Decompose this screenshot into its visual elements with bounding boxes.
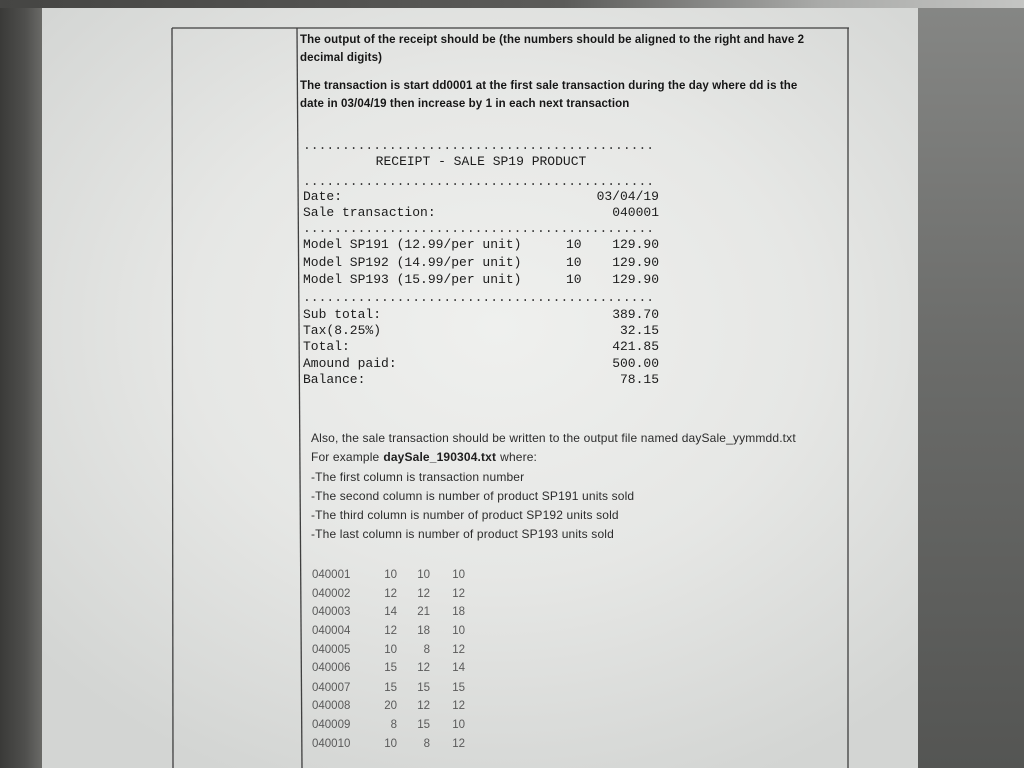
- amount-paid-value: 500.00: [612, 356, 659, 371]
- receipt-title: RECEIPT - SALE SP19 PRODUCT: [375, 154, 587, 169]
- sp191-units: 14: [384, 606, 397, 618]
- receipt-separator: .............................................: [303, 290, 655, 305]
- sample-row: [312, 643, 472, 657]
- receipt-item-row: [303, 272, 659, 287]
- sp191-units: 12: [384, 588, 397, 600]
- receipt-item-row: [303, 255, 659, 270]
- instruction-line: decimal digits): [300, 52, 383, 64]
- subtotal-value: 389.70: [612, 307, 659, 322]
- sample-row: [312, 681, 472, 695]
- sp193-units: 12: [452, 700, 465, 712]
- sp193-units: 10: [452, 719, 465, 731]
- instruction-line: The output of the receipt should be (the numbers should be aligned to the right and have 2: [300, 34, 805, 46]
- sample-row: [312, 587, 472, 601]
- sp191-units: 10: [384, 738, 397, 750]
- sp192-units: 12: [417, 700, 430, 712]
- receipt-total-row: [303, 339, 659, 354]
- sample-row: [312, 661, 472, 675]
- sample-row: [312, 737, 472, 751]
- receipt-total-row: [303, 372, 659, 387]
- receipt-total-row: [303, 356, 659, 371]
- transaction-number: 040006: [312, 662, 351, 674]
- item-quantity: 10: [566, 272, 582, 287]
- sp192-units: 12: [417, 588, 430, 600]
- receipt-date-row: [303, 189, 659, 204]
- item-model: Model SP191 (12.99/per unit): [303, 237, 522, 252]
- receipt-separator: .............................................: [303, 221, 655, 236]
- sp193-units: 10: [452, 569, 465, 581]
- receipt-item-row: [303, 237, 659, 252]
- sp193-units: 12: [452, 644, 465, 656]
- column-description: -The second column is number of product SP191 units sold: [311, 489, 635, 503]
- sp193-units: 12: [452, 588, 465, 600]
- instruction-line: The transaction is start dd0001 at the first sale transaction during the day where dd is the: [300, 80, 798, 92]
- item-quantity: 10: [566, 255, 582, 270]
- sp193-units: 15: [452, 682, 465, 694]
- sp191-units: 15: [384, 682, 397, 694]
- item-amount: 129.90: [612, 237, 659, 252]
- sample-row: [312, 605, 472, 619]
- transaction-number: 040001: [312, 569, 351, 581]
- column-description: -The first column is transaction number: [311, 470, 525, 484]
- item-model: Model SP193 (15.99/per unit): [303, 272, 522, 287]
- sp192-units: 8: [423, 644, 430, 656]
- item-amount: 129.90: [612, 272, 659, 287]
- sp191-units: 10: [384, 569, 397, 581]
- sp192-units: 21: [417, 606, 430, 618]
- date-value: 03/04/19: [596, 189, 659, 204]
- table-inner-left-border: [297, 28, 302, 768]
- sample-row: [312, 568, 472, 582]
- sp192-units: 18: [417, 625, 430, 637]
- amount-paid-label: Amound paid:: [303, 356, 397, 371]
- sp191-units: 20: [384, 700, 397, 712]
- sample-row: [312, 718, 472, 732]
- sample-row: [312, 699, 472, 713]
- item-quantity: 10: [566, 237, 582, 252]
- transaction-value: 040001: [612, 205, 659, 220]
- date-label: Date:: [303, 189, 343, 204]
- sp191-units: 10: [384, 644, 397, 656]
- sample-row: [312, 624, 472, 638]
- transaction-label: Sale transaction:: [303, 205, 436, 220]
- transaction-number: 040005: [312, 644, 351, 656]
- tax-label: Tax(8.25%): [303, 323, 382, 338]
- sp192-units: 10: [417, 569, 430, 581]
- tax-value: 32.15: [619, 323, 659, 338]
- receipt-total-row: [303, 323, 659, 338]
- example-suffix: where:: [500, 450, 538, 464]
- sp191-units: 12: [384, 625, 397, 637]
- output-file-example: [311, 450, 537, 464]
- sp193-units: 10: [452, 625, 465, 637]
- balance-value: 78.15: [619, 372, 659, 387]
- receipt-separator: .............................................: [303, 174, 655, 189]
- total-value: 421.85: [612, 339, 659, 354]
- sp192-units: 8: [423, 738, 430, 750]
- output-file-intro: Also, the sale transaction should be written to the output file named daySale_yymmdd.txt: [311, 431, 796, 445]
- balance-label: Balance:: [303, 372, 366, 387]
- transaction-number: 040007: [312, 682, 351, 694]
- transaction-number: 040002: [312, 588, 351, 600]
- column-description: -The last column is number of product SP193 units sold: [311, 527, 614, 541]
- transaction-number: 040009: [312, 719, 351, 731]
- column-description: -The third column is number of product SP192 units sold: [311, 508, 619, 522]
- transaction-number: 040010: [312, 738, 351, 750]
- table-outer-left-border: [172, 28, 173, 768]
- receipt-separator: .............................................: [303, 138, 655, 153]
- sp191-units: 15: [384, 662, 397, 674]
- instruction-line: date in 03/04/19 then increase by 1 in each next transaction: [300, 98, 630, 110]
- sp193-units: 14: [452, 662, 465, 674]
- example-prefix: For example: [311, 450, 380, 464]
- sp193-units: 12: [452, 738, 465, 750]
- transaction-number: 040003: [312, 606, 351, 618]
- sp191-units: 8: [390, 719, 397, 731]
- sp192-units: 12: [417, 662, 430, 674]
- subtotal-label: Sub total:: [303, 307, 382, 322]
- item-model: Model SP192 (14.99/per unit): [303, 255, 522, 270]
- transaction-number: 040004: [312, 625, 351, 637]
- receipt-transaction-row: [303, 205, 659, 220]
- total-label: Total:: [303, 339, 350, 354]
- sp193-units: 18: [452, 606, 465, 618]
- item-amount: 129.90: [612, 255, 659, 270]
- sp192-units: 15: [417, 719, 430, 731]
- transaction-number: 040008: [312, 700, 351, 712]
- sp192-units: 15: [417, 682, 430, 694]
- example-file-name: daySale_190304.txt: [383, 450, 497, 464]
- receipt-total-row: [303, 307, 659, 322]
